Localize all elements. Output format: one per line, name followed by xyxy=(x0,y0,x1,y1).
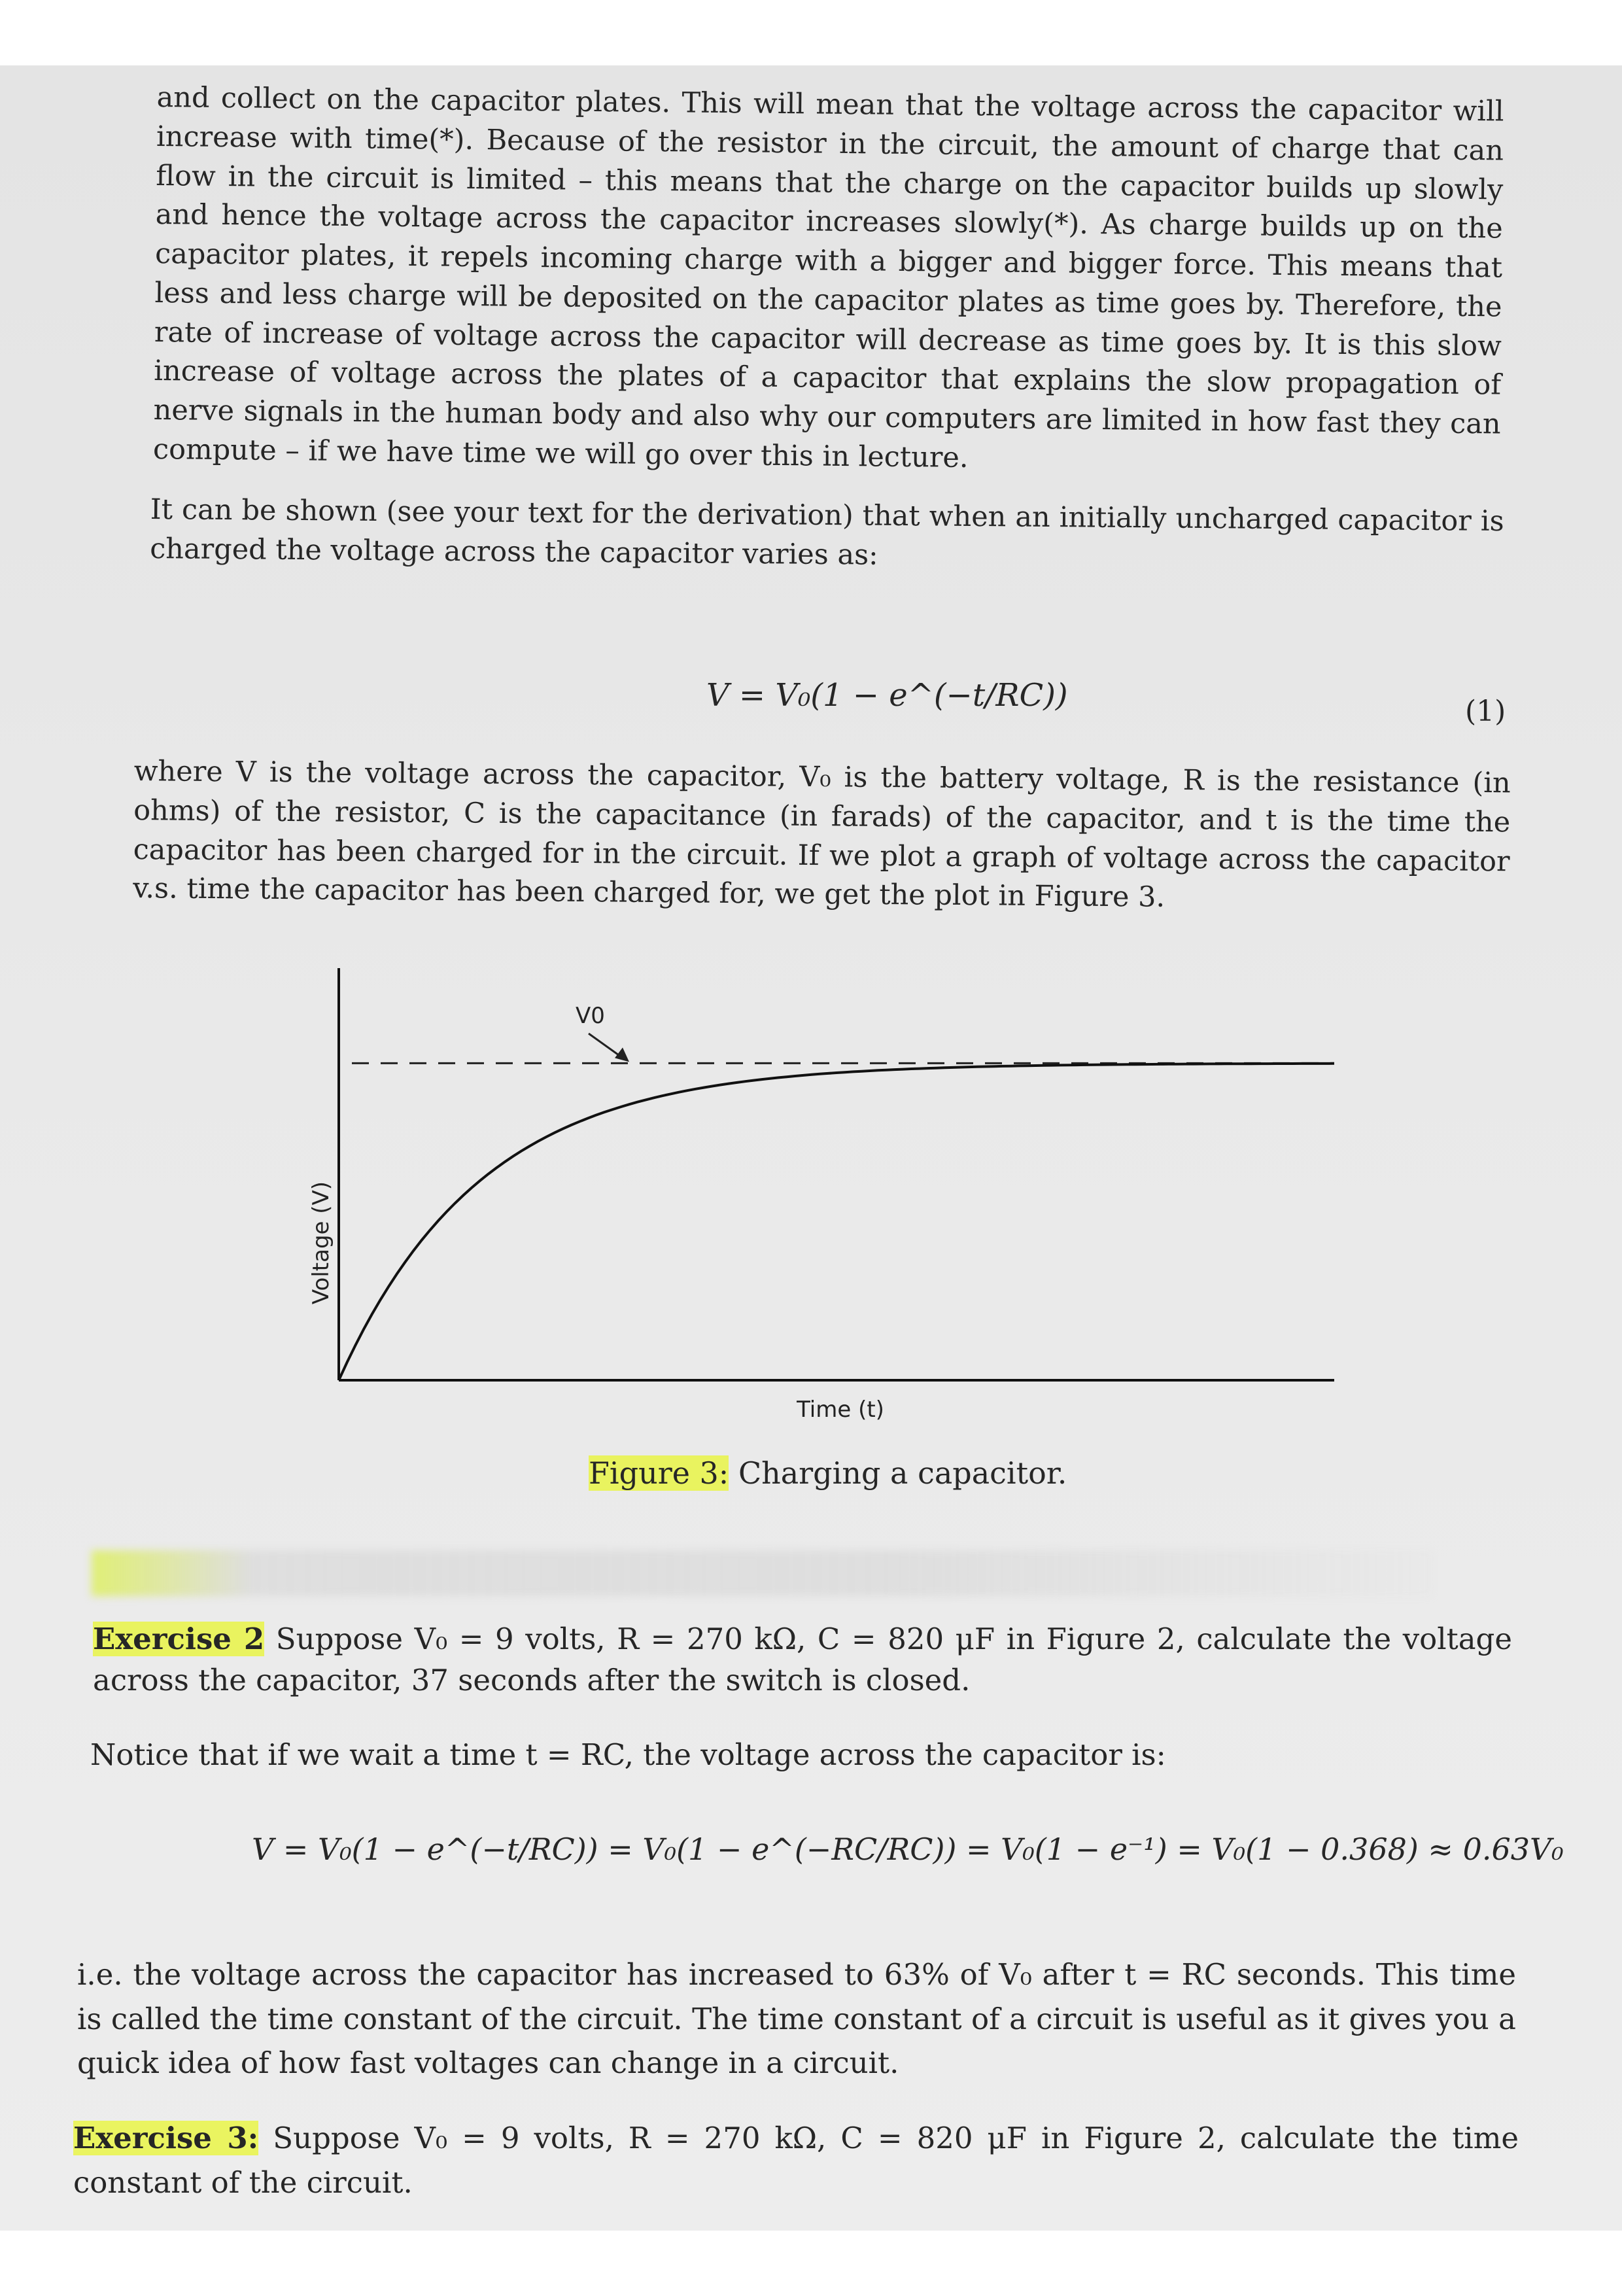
paragraph-time-constant: i.e. the voltage across the capacitor has increased to 63% of V₀ after t = RC seconds. This time is called the time constant of the circuit. The time constant of a circuit is useful as it gives you a quick idea of how fast voltages can change in a circuit. xyxy=(77,1957,1516,2080)
equation-1: V = V₀(1 − e^(−t/RC)) xyxy=(706,677,1068,714)
equation-2: V = V₀(1 − e^(−t/RC)) = V₀(1 − e^(−RC/RC)) = V₀(1 − e⁻¹) = V₀(1 − 0.368) ≈ 0.63V₀ xyxy=(252,1832,1564,1867)
charging-curve xyxy=(339,1064,1334,1380)
paragraph-derivation-intro: It can be shown (see your text for the derivation) that when an initially uncharged capacitor is charged the voltage across the capacitor varies as: xyxy=(150,493,1504,572)
chart-asymptote-label: V0 xyxy=(576,1003,605,1029)
exercise-3-text: Suppose V₀ = 9 volts, R = 270 kΩ, C = 820 μF in Figure 2, calculate the time constant of the circuit. xyxy=(73,2121,1519,2200)
figure-3-caption xyxy=(589,1455,1067,1491)
paragraph-variable-definitions: where V is the voltage across the capacitor, V₀ is the battery voltage, R is the resistance (in ohms) of the resistor, C is the capacitance (in farads) of the capacitor, and t is the time the capacitor has been charged for in the circuit. If we plot a graph of voltage across the capacitor v.s. time the capacitor has been charged for, we get the plot in Figure 3. xyxy=(132,754,1511,914)
chart-ylabel: Voltage (V) xyxy=(308,1181,334,1305)
paragraph-charging-explanation: and collect on the capacitor plates. This will mean that the voltage across the capacitor will increase with time(*). Because of the resistor in the circuit, the amount of charge that can flow in the circuit is limited – this means that the charge on the capacitor builds up slowly and hence the voltage across the capacitor increases slowly(*). As charge builds up on the capacitor plates, it repels incoming charge with a bigger and bigger force. This means that less and less charge will be deposited on the capacitor plates as time goes by. Therefore, the rate of increase of voltage across the capacitor will decrease as time goes by. It is this slow increase of voltage across the plates of a capacitor that explains the slow propagation of nerve signals in the human body and also why our computers are limited in how fast they can compute – if we have time we will go over this in lecture. xyxy=(152,80,1504,474)
exercise-2-text: Suppose V₀ = 9 volts, R = 270 kΩ, C = 820 μF in Figure 2, calculate the voltage across the capacitor, 37 seconds after the switch is closed. xyxy=(93,1622,1512,1697)
figure-caption-text: Charging a capacitor. xyxy=(738,1455,1067,1491)
equation-1-number: (1) xyxy=(1465,695,1506,728)
exercise-3-label: Exercise 3: xyxy=(73,2121,259,2155)
exercise-2-label: Exercise 2 xyxy=(93,1622,265,1656)
figure-label: Figure 3: xyxy=(589,1455,729,1491)
charging-curve-chart xyxy=(288,955,1347,1439)
exercise-2 xyxy=(93,1619,1512,1701)
chart-xlabel: Time (t) xyxy=(797,1397,884,1423)
paragraph-time-constant-intro: Notice that if we wait a time t = RC, the voltage across the capacitor is: xyxy=(90,1737,1166,1772)
highlight-smear xyxy=(92,1550,1432,1596)
exercise-3 xyxy=(73,2116,1519,2204)
